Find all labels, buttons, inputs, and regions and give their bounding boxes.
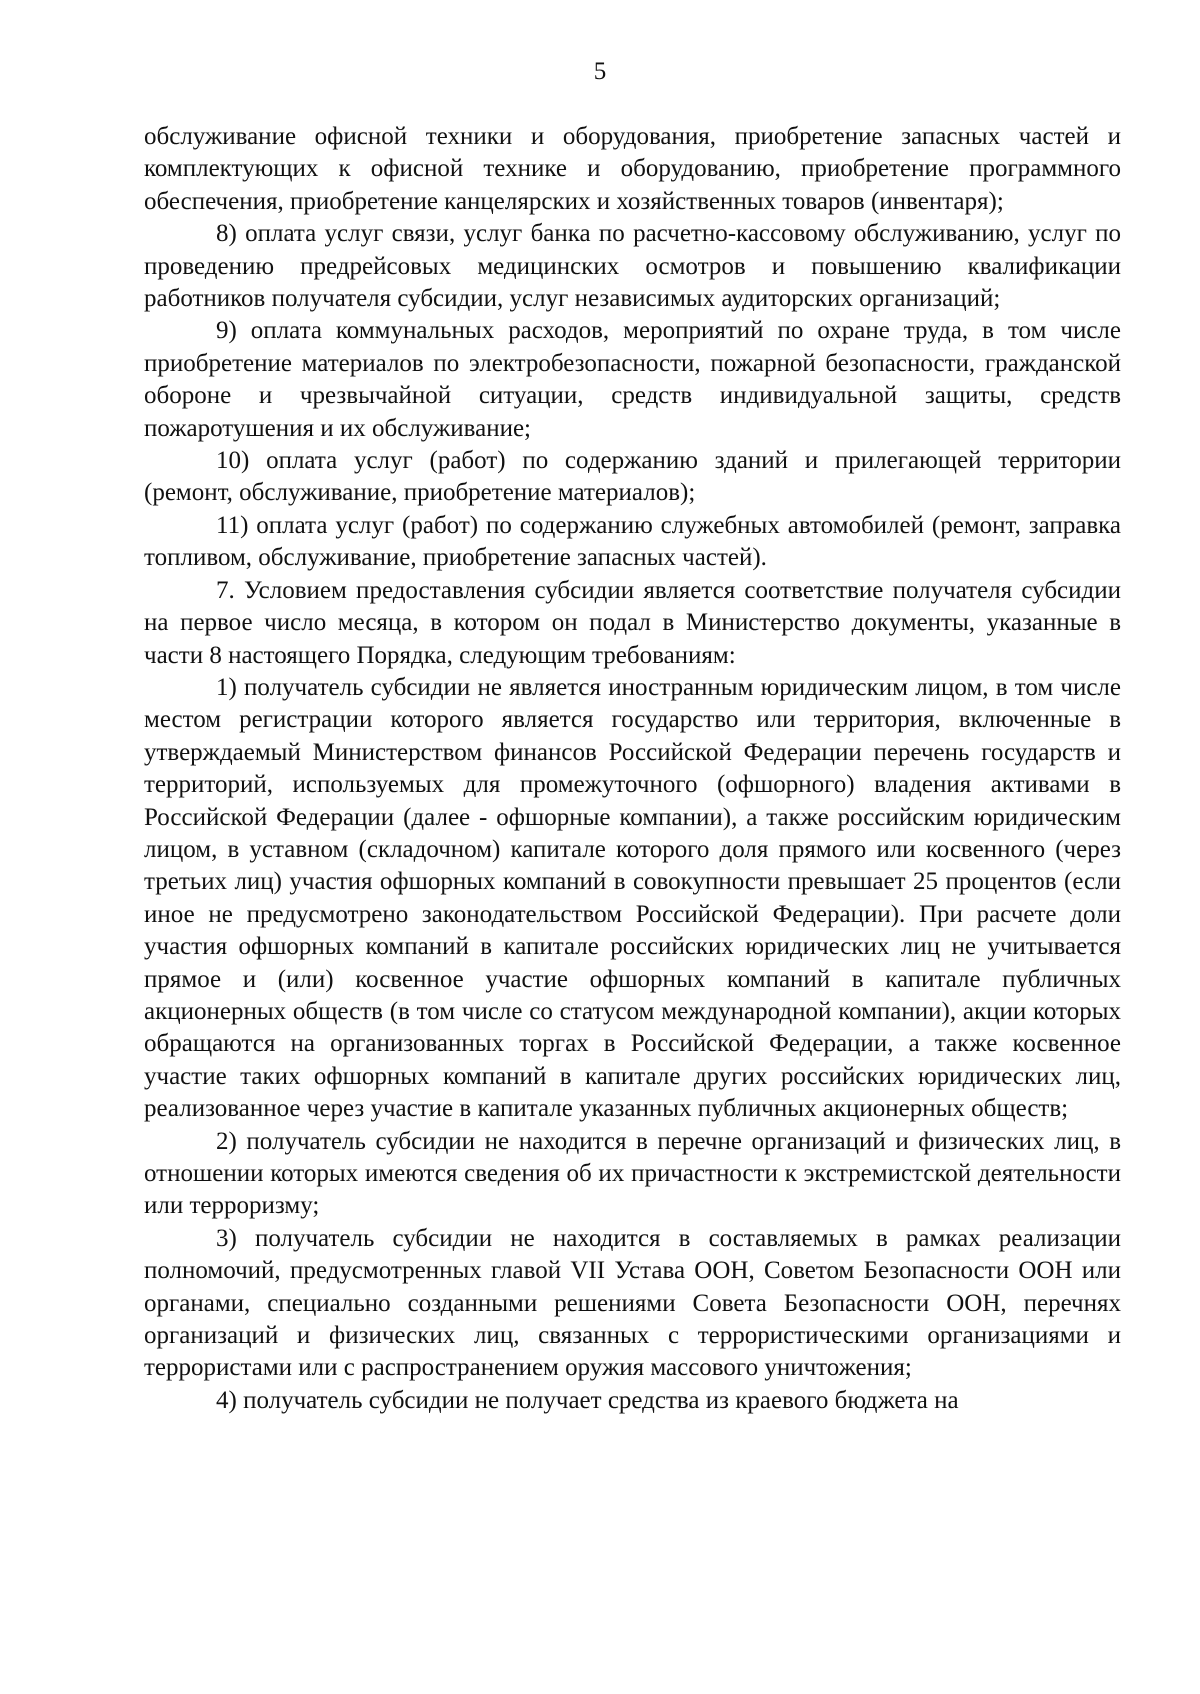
paragraph: 1) получатель субсидии не является иностранным юридическим лицом, в том числе местом регистрации которого является государство или территория, включенные в утверждаемый Министерством финансов Российской Федерации перечень государств и территорий, используемых для промежуточного (офшорного) владения активами в Российской Федерации (далее - офшорные компании), а также российским юридическим лицом, в уставном (складочном) капитале которого доля прямого или косвенного (через третьих лиц) участия офшорных компаний в совокупности превышает 25 процентов (если иное не предусмотрено законодательством Российской Федерации). При расчете доли участия офшорных компаний в капитале российских юридических лиц не учитывается прямое и (или) косвенное участие офшорных компаний в капитале публичных акционерных обществ (в том числе со статусом международной компании), акции которых обращаются на организованных торгах в Российской Федерации, а также косвенное участие таких офшорных компаний в капитале других российских юридических лиц, реализованное через участие в капитале указанных публичных акционерных обществ; [144, 673, 1121, 1123]
paragraph: 7. Условием предоставления субсидии является соответствие получателя субсидии на первое число месяца, в котором он подал в Министерство документы, указанные в части 8 настоящего Порядка, следующим требованиям: [144, 576, 1121, 669]
paragraph: 9) оплата коммунальных расходов, мероприятий по охране труда, в том числе приобретение материалов по электробезопасности, пожарной безопасности, гражданской обороне и чрезвычайной ситуации, средств индивидуальной защиты, средств пожаротушения и их обслуживание; [144, 317, 1121, 442]
paragraph: 3) получатель субсидии не находится в составляемых в рамках реализации полномочий, предусмотренных главой VII Устава ООН, Советом Безопасности ООН или органами, специально созданными решениями Совета Безопасности ООН, перечнях организаций и физических лиц, связанных с террористическими организациями и террористами или с распространением оружия массового уничтожения; [144, 1224, 1121, 1382]
page-number: 5 [593, 58, 607, 85]
paragraph: 2) получатель субсидии не находится в перечне организаций и физических лиц, в отношении которых имеются сведения об их причастности к экстремистской деятельности или терроризму; [144, 1127, 1121, 1220]
paragraph: 8) оплата услуг связи, услуг банка по расчетно-кассовому обслуживанию, услуг по проведению предрейсовых медицинских осмотров и повышению квалификации работников получателя субсидии, услуг независимых аудиторских организаций; [144, 220, 1121, 313]
paragraph: 11) оплата услуг (работ) по содержанию служебных автомобилей (ремонт, заправка топливом, обслуживание, приобретение запасных частей). [144, 511, 1121, 572]
paragraph: 10) оплата услуг (работ) по содержанию зданий и прилегающей территории (ремонт, обслуживание, приобретение материалов); [144, 447, 1121, 507]
paragraph: 4) получатель субсидии не получает средства из краевого бюджета на [216, 1386, 959, 1414]
document-body [144, 121, 1121, 1417]
paragraph: обслуживание офисной техники и оборудования, приобретение запасных частей и комплектующих к офисной технике и оборудованию, приобретение программного обеспечения, приобретение канцелярских и хозяйственных товаров (инвентаря); [144, 123, 1121, 215]
